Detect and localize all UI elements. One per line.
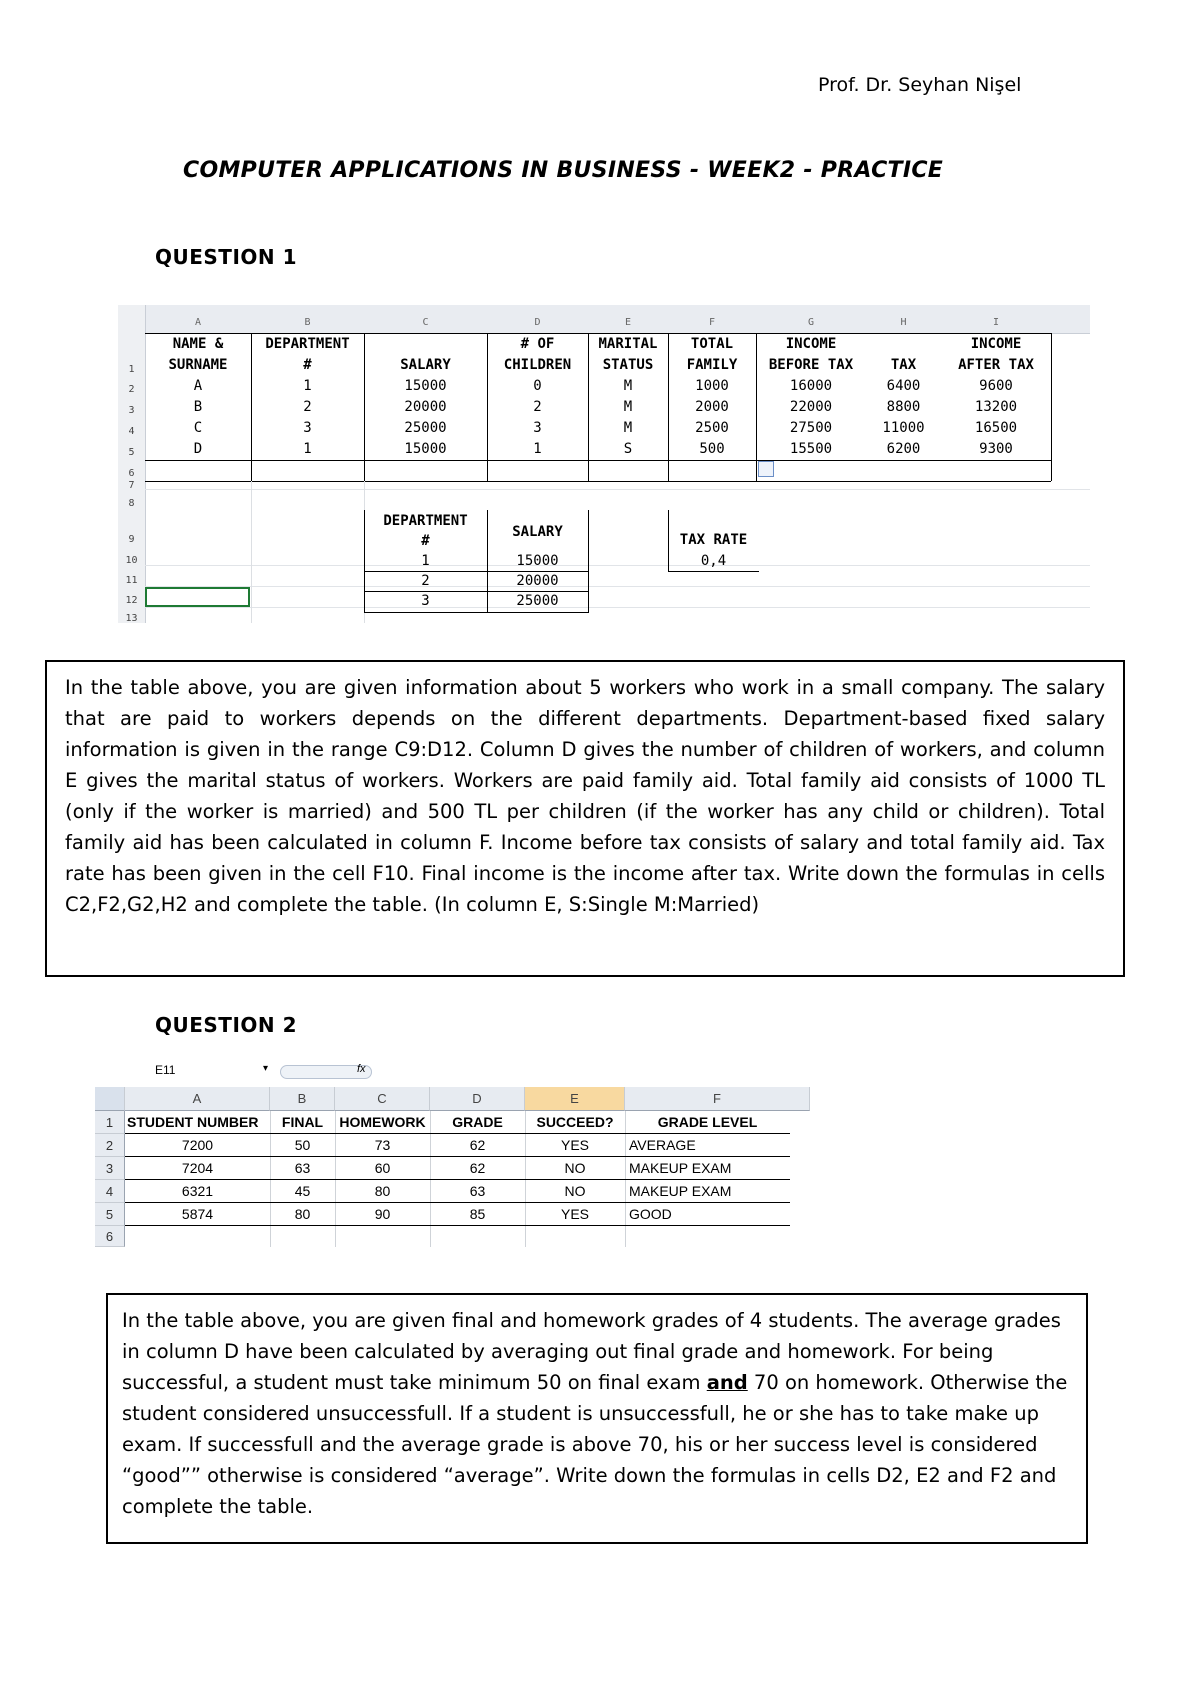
question-1-text-box (45, 660, 1125, 977)
header-succeed: SUCCEED? (536, 1114, 614, 1130)
header-dept-line2: # (303, 357, 312, 373)
col-header-c[interactable]: C (422, 317, 429, 328)
cell-dept[interactable]: 1 (303, 378, 312, 394)
row-header-8[interactable]: 8 (128, 498, 135, 509)
select-all-corner[interactable] (95, 1087, 125, 1111)
cell-name[interactable]: D (193, 441, 203, 457)
cell-homework[interactable]: 60 (374, 1160, 391, 1176)
question-2-text-emphasis: and (706, 1371, 748, 1394)
cell-family[interactable]: 2500 (695, 420, 729, 436)
cell-succeed[interactable]: YES (560, 1206, 589, 1222)
row-header-3[interactable]: 3 (95, 1157, 125, 1180)
header-family-line1: TOTAL (690, 336, 734, 352)
cell-tax[interactable]: 6200 (886, 441, 921, 457)
cell-family[interactable]: 500 (699, 441, 725, 457)
header-children-line2: CHILDREN (503, 357, 572, 373)
header-salary: SALARY (400, 357, 451, 373)
cell-homework[interactable]: 80 (374, 1183, 391, 1199)
lookup-dept[interactable]: 1 (421, 553, 430, 569)
border (668, 571, 759, 572)
row-header-1[interactable]: 1 (128, 364, 135, 375)
question-2-heading: QUESTION 2 (155, 1013, 298, 1037)
header-final: FINAL (281, 1114, 324, 1130)
formula-bar (95, 1065, 815, 1085)
gridline (145, 607, 1090, 608)
row-header-5[interactable]: 5 (128, 447, 135, 458)
question-2-text (122, 1305, 1072, 1522)
border (125, 1225, 790, 1226)
page-title: COMPUTER APPLICATIONS IN BUSINESS - WEEK2 - PRACTICE (183, 158, 944, 183)
header-children-line1: # OF (520, 336, 555, 352)
row-header-6[interactable]: 6 (128, 468, 135, 479)
lookup-salary[interactable]: 25000 (516, 593, 559, 609)
header-name-line2: SURNAME (168, 357, 228, 373)
cell-dept[interactable]: 1 (303, 441, 312, 457)
cell-grade-level[interactable]: AVERAGE (629, 1137, 696, 1153)
cell-status[interactable]: S (623, 441, 633, 457)
selected-cell[interactable] (145, 587, 250, 607)
cell-grade[interactable]: 62 (469, 1137, 486, 1153)
border (588, 510, 589, 613)
lookup-dept[interactable]: 2 (421, 573, 430, 589)
lookup-header-dept-line2: # (421, 533, 430, 549)
row-header-9[interactable]: 9 (128, 534, 135, 545)
question-1-text: In the table above, you are given information about 5 workers who work in a small company. The salary that are paid to workers depends on the different departments. Department-based fixed salary information is given in the range C9:D12. Column D gives the number of children of workers, and column E gives the marital status of workers. Workers are paid family aid. Total family aid consists of 1000 TL (only if the worker is married) and 500 TL per children (if the worker has any child or children). Total family aid has been calculated in column F. Income before tax consists of salary and total family aid. Tax rate has been given in the cell F10. Final income is the income after tax. Write down the formulas in cells C2,F2,G2,H2 and complete the table. (In column E, S:Single M:Married) (65, 676, 1105, 916)
cell-before-tax[interactable]: 27500 (789, 420, 833, 436)
header-marital-line1: MARITAL (598, 336, 658, 352)
question-2-text-part2: 70 on homework. Otherwise the student considered unsuccessfull. If a student is unsuccessfull, he or she has to take make up exam. If successfull and the average grade is above 70, his or her success level is considered “good”” otherwise is considered “average”. Write down the formulas in cells D2, E2 and F2 and complete the table. (122, 1371, 1068, 1518)
col-header-f[interactable]: F (708, 317, 716, 328)
cell-children[interactable]: 3 (533, 420, 542, 436)
cell-salary[interactable]: 25000 (404, 420, 447, 436)
cell-name[interactable]: B (193, 399, 203, 415)
header-after-line2: AFTER TAX (958, 357, 1034, 373)
cell-children[interactable]: 1 (533, 441, 542, 457)
cell-after-tax[interactable]: 9600 (979, 378, 1013, 394)
border (145, 460, 1051, 461)
header-grade: GRADE (452, 1114, 503, 1130)
spreadsheet-question-1 (118, 305, 1090, 623)
cell-name[interactable]: C (193, 420, 203, 436)
header-marital-line2: STATUS (602, 357, 654, 373)
cell-grade[interactable]: 63 (469, 1183, 486, 1199)
cell-final[interactable]: 80 (294, 1206, 311, 1222)
cell-status[interactable]: M (623, 378, 633, 394)
border (364, 612, 588, 613)
lookup-header-dept-line1: DEPARTMENT (383, 513, 468, 529)
col-header-a[interactable]: A (125, 1087, 270, 1111)
cell-family[interactable]: 2000 (695, 399, 729, 415)
cell-family[interactable]: 1000 (695, 378, 729, 394)
lookup-dept[interactable]: 3 (421, 593, 430, 609)
lookup-header-salary: SALARY (512, 524, 563, 540)
gridline (251, 481, 252, 623)
gridline (145, 489, 1090, 490)
col-header-d[interactable]: D (430, 1087, 525, 1111)
cell-after-tax[interactable]: 13200 (974, 399, 1018, 415)
col-header-g[interactable]: G (807, 317, 815, 328)
dropdown-arrow-icon[interactable]: ▾ (263, 1063, 269, 1074)
header-name-line1: NAME & (172, 336, 224, 352)
name-box[interactable]: E11 (155, 1063, 176, 1077)
col-header-i[interactable]: I (992, 317, 1000, 328)
col-header-d[interactable]: D (534, 317, 541, 328)
cell-tax[interactable]: 11000 (882, 420, 925, 436)
row-header-5[interactable]: 5 (95, 1203, 125, 1226)
paste-options-icon[interactable] (758, 461, 774, 477)
cell-salary[interactable]: 15000 (404, 378, 447, 394)
lookup-salary[interactable]: 20000 (516, 573, 559, 589)
row-header-12[interactable]: 12 (125, 595, 138, 606)
cell-status[interactable]: M (623, 399, 633, 415)
col-header-a[interactable]: A (194, 317, 202, 328)
cell-final[interactable]: 50 (294, 1137, 311, 1153)
header-family-line2: FAMILY (686, 357, 738, 373)
row-header-6[interactable]: 6 (95, 1226, 125, 1247)
header-before-line1: INCOME (785, 336, 837, 352)
cell-tax[interactable]: 6400 (886, 378, 921, 394)
header-grade-level: GRADE LEVEL (657, 1114, 758, 1130)
lookup-salary[interactable]: 15000 (516, 553, 559, 569)
cell-before-tax[interactable]: 15500 (789, 441, 833, 457)
gridline (145, 586, 1090, 587)
cell-grade-level[interactable]: MAKEUP EXAM (629, 1160, 732, 1176)
col-header-e[interactable]: E (525, 1087, 625, 1111)
tax-rate-value[interactable]: 0,4 (700, 553, 727, 569)
row-header-4[interactable]: 4 (95, 1180, 125, 1203)
border (145, 481, 1051, 482)
cell-salary[interactable]: 20000 (404, 399, 447, 415)
cell-grade-level[interactable]: MAKEUP EXAM (629, 1183, 732, 1199)
row-header-4[interactable]: 4 (128, 426, 135, 437)
cell-children[interactable]: 0 (533, 378, 542, 394)
cell-name[interactable]: A (193, 378, 203, 394)
cell-salary[interactable]: 15000 (404, 441, 447, 457)
cell-dept[interactable]: 3 (303, 420, 312, 436)
col-header-f[interactable]: F (625, 1087, 810, 1111)
header-student-number: STUDENT NUMBER (127, 1114, 259, 1130)
cell-final[interactable]: 45 (294, 1183, 311, 1199)
cell-succeed[interactable]: NO (564, 1183, 586, 1199)
cell-after-tax[interactable]: 16500 (974, 420, 1018, 436)
cell-after-tax[interactable]: 9300 (979, 441, 1013, 457)
header-tax: TAX (890, 357, 917, 373)
author-name: Prof. Dr. Seyhan Nişel (818, 74, 1022, 96)
gridline (145, 565, 1090, 566)
question-2-text-part1: In the table above, you are given final and homework grades of 4 students. The average grades in column D have been calculated by averaging out final grade and homework. For being successful, a student must take minimum 50 on final exam (122, 1309, 1061, 1394)
row-header-3[interactable]: 3 (128, 405, 135, 416)
col-header-b[interactable]: B (304, 317, 311, 328)
col-header-h[interactable]: H (900, 317, 907, 328)
cell-final[interactable]: 63 (294, 1160, 311, 1176)
row-header-2[interactable]: 2 (128, 384, 135, 395)
row-header-1[interactable]: 1 (95, 1111, 125, 1134)
row-header-13[interactable]: 13 (125, 613, 138, 624)
col-header-b[interactable]: B (270, 1087, 335, 1111)
cell-homework[interactable]: 90 (374, 1206, 391, 1222)
question-1-heading: QUESTION 1 (155, 245, 298, 269)
cell-grade[interactable]: 62 (469, 1160, 486, 1176)
cell-status[interactable]: M (623, 420, 633, 436)
row-header-10[interactable]: 10 (125, 555, 138, 566)
spreadsheet-question-2 (95, 1065, 815, 1247)
header-after-line1: INCOME (970, 336, 1022, 352)
cell-children[interactable]: 2 (533, 399, 542, 415)
border (1051, 333, 1052, 481)
row-header-2[interactable]: 2 (95, 1134, 125, 1157)
header-before-line2: BEFORE TAX (768, 357, 854, 373)
cell-dept[interactable]: 2 (303, 399, 312, 415)
header-homework: HOMEWORK (339, 1114, 426, 1130)
cell-student-number[interactable]: 7200 (181, 1137, 214, 1153)
cell-before-tax[interactable]: 22000 (789, 399, 833, 415)
function-icon[interactable]: fx (357, 1063, 366, 1075)
cell-student-number[interactable]: 6321 (181, 1183, 214, 1199)
col-header-e[interactable]: E (624, 317, 632, 328)
cell-succeed[interactable]: NO (564, 1160, 586, 1176)
cell-grade-level[interactable]: GOOD (629, 1206, 672, 1222)
tax-rate-label: TAX RATE (679, 532, 748, 548)
col-header-c[interactable]: C (335, 1087, 430, 1111)
cell-student-number[interactable]: 5874 (181, 1206, 214, 1222)
header-dept-line1: DEPARTMENT (265, 336, 350, 352)
cell-student-number[interactable]: 7204 (181, 1160, 214, 1176)
cell-homework[interactable]: 73 (374, 1137, 391, 1153)
cell-succeed[interactable]: YES (560, 1137, 589, 1153)
cell-before-tax[interactable]: 16000 (789, 378, 833, 394)
cell-tax[interactable]: 8800 (886, 399, 921, 415)
cell-grade[interactable]: 85 (469, 1206, 486, 1222)
question-2-text-box (106, 1293, 1088, 1544)
row-header-7[interactable]: 7 (128, 480, 135, 491)
row-header-11[interactable]: 11 (125, 575, 138, 586)
